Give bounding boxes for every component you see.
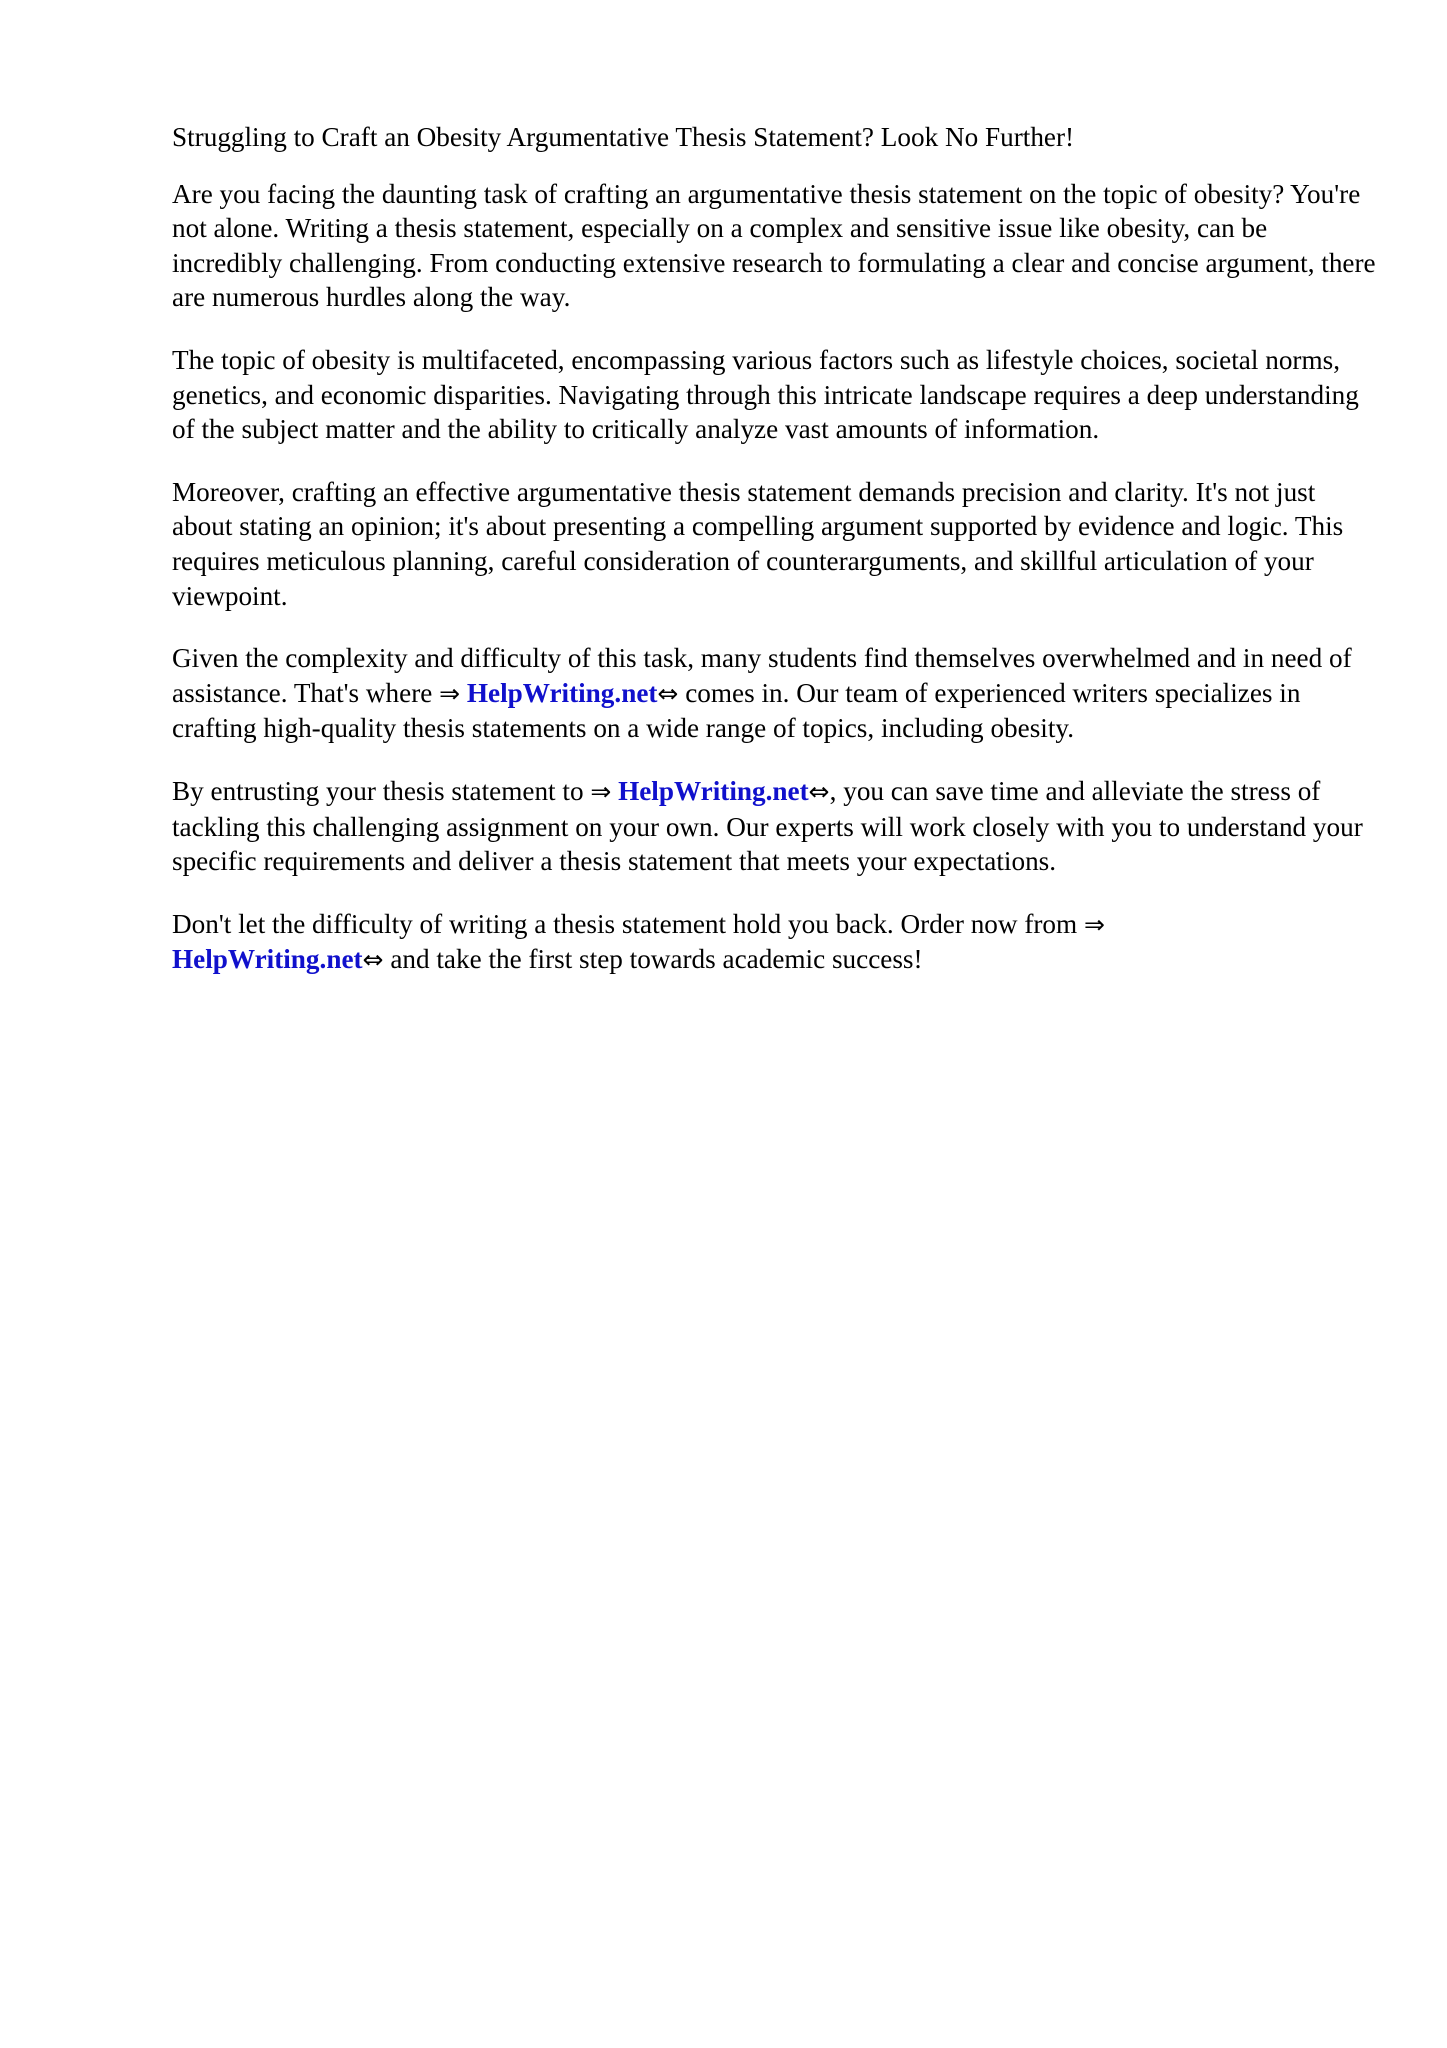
helpwriting-link[interactable]: HelpWriting.net [172,944,363,975]
right-double-arrow-icon: ⇒ [590,776,612,806]
document-title: Struggling to Craft an Obesity Argumentative Thesis Statement? Look No Further! [172,122,1075,152]
paragraph-cta-after: and take the first step towards academic success! [383,944,923,975]
right-double-arrow-icon: ⇒ [439,678,461,708]
paragraph-call-to-action [172,907,1377,978]
paragraph-entrusting [172,774,1377,879]
helpwriting-link[interactable]: HelpWriting.net [618,775,809,806]
left-right-double-arrow-icon: ⇔ [808,776,830,806]
paragraph-intro: Are you facing the daunting task of crafting an argumentative thesis statement on the topic of obesity? You're not alone. Writing a thesis statement, especially on a complex and sensitive issue like obesity, can be incredibly challenging. From conducting extensive research to formulating a clear and concise argument, there are numerous hurdles along the way. [172,178,1376,313]
paragraph-assistance-before: Given the complexity and difficulty of this task, many students find themselves overwhelmed and in need of assistance. That's where [172,643,1352,708]
left-right-double-arrow-icon: ⇔ [657,678,679,708]
paragraph-entrusting-before: By entrusting your thesis statement to [172,775,591,806]
paragraph-entrusting-after: , you can save time and alleviate the stress of tackling this challenging assignment on your own. Our experts will work closely with you to understand your specific requirements and deliver a thesis statement that meets your expectations. [172,775,1363,877]
paragraph-topic: The topic of obesity is multifaceted, encompassing various factors such as lifestyle choices, societal norms, genetics, and economic disparities. Navigating through this intricate landscape requires a deep understanding of the subject matter and the ability to critically analyze vast amounts of information. [172,344,1359,445]
helpwriting-link[interactable]: HelpWriting.net [466,677,658,708]
paragraph-precision: Moreover, crafting an effective argumentative thesis statement demands precision and clarity. It's not just about stating an opinion; it's about presenting a compelling argument supported by evidence and logic. This requires meticulous planning, careful consideration of counterarguments, and skillful articulation of your viewpoint. [172,476,1344,611]
paragraph-assistance-after: comes in. Our team of experienced writers specializes in crafting high-quality thesis statements on a wide range of topics, including obesity. [172,677,1301,744]
right-double-arrow-icon: ⇒ [1083,909,1105,939]
left-right-double-arrow-icon: ⇔ [362,945,384,975]
paragraph-cta-before: Don't let the difficulty of writing a thesis statement hold you back. Order now from [172,908,1084,939]
paragraph-assistance [172,641,1377,746]
document-body [172,120,1377,1006]
